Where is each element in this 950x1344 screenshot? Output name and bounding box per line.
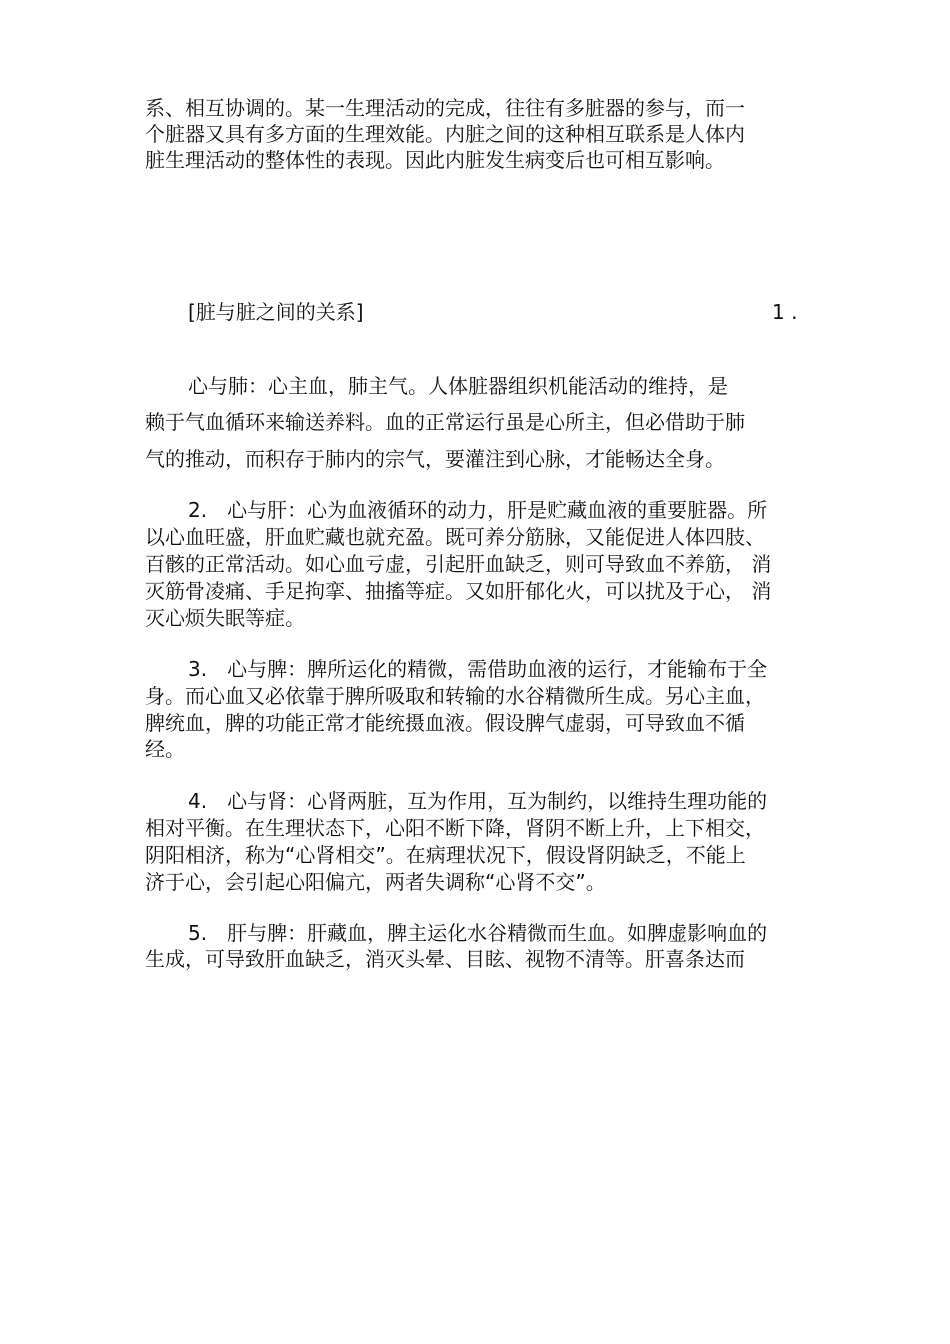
text-line: [188, 657, 767, 681]
text-span: 心与肾：心肾两脏，互为作用，互为制约，以维持生理功能的: [227, 789, 768, 813]
text-line: 相对平衡。在生理状态下，心阳不断下降，肾阴不断上升，上下相交，: [145, 816, 765, 840]
text-line: 生成，可导致肝血缺乏，消灭头晕、目眩、视物不清等。肝喜条达而: [145, 947, 745, 971]
text-span: 肝与脾：肝藏血，脾主运化水谷精微而生血。如脾虚影响血的: [227, 921, 768, 945]
text-line: 赖于气血循环来输送养料。血的正常运行虽是心所主，但必借助于肺: [145, 410, 745, 434]
section-title: [脏与脏之间的关系]: [188, 300, 364, 324]
text-line: 百骸的正常活动。如心血亏虚，引起肝血缺乏，则可导致血不养筋， 消: [145, 552, 772, 576]
section-number: 1 .: [772, 300, 798, 324]
paragraph-number: 2.: [188, 498, 208, 522]
text-line: 以心血旺盛，肝血贮藏也就充盈。既可养分筋脉，又能促进人体四肢、: [145, 525, 765, 549]
text-line: [188, 498, 767, 522]
paragraph-number: 5.: [188, 921, 208, 945]
text-line: 灭筋骨凌痛、手足拘挛、抽搐等症。又如肝郁化火，可以扰及于心， 消: [145, 579, 772, 603]
text-line: 心与肺：心主血，肺主气。人体脏器组织机能活动的维持，是: [188, 374, 728, 398]
text-line: 气的推动，而积存于肺内的宗气，要灌注到心脉，才能畅达全身。: [145, 447, 725, 471]
text-line: 脏生理活动的整体性的表现。因此内脏发生病变后也可相互影响。: [145, 148, 725, 172]
text-line: 灭心烦失眠等症。: [145, 606, 305, 630]
text-line: 身。而心血又必依靠于脾所吸取和转输的水谷精微所生成。另心主血，: [145, 684, 765, 708]
text-line: 阴阳相济，称为“心肾相交”。在病理状况下，假设肾阴缺乏，不能上: [145, 843, 746, 867]
text-line: 经。: [145, 737, 185, 761]
text-line: 个脏器又具有多方面的生理效能。内脏之间的这种相互联系是人体内: [145, 122, 745, 146]
text-line: [188, 921, 767, 945]
text-line: 脾统血，脾的功能正常才能统摄血液。假设脾气虚弱，可导致血不循: [145, 711, 745, 735]
text-line: [188, 789, 767, 813]
text-line: 济于心，会引起心阳偏亢，两者失调称“心肾不交”。: [145, 870, 606, 894]
paragraph-number: 4.: [188, 789, 208, 813]
text-span: 心与肝：心为血液循环的动力，肝是贮藏血液的重要脏器。所: [227, 498, 768, 522]
text-line: 系、相互协调的。某一生理活动的完成，往往有多脏器的参与，而一: [145, 96, 745, 120]
paragraph-number: 3.: [188, 657, 208, 681]
text-span: 心与脾：脾所运化的精微，需借助血液的运行，才能输布于全: [227, 657, 768, 681]
